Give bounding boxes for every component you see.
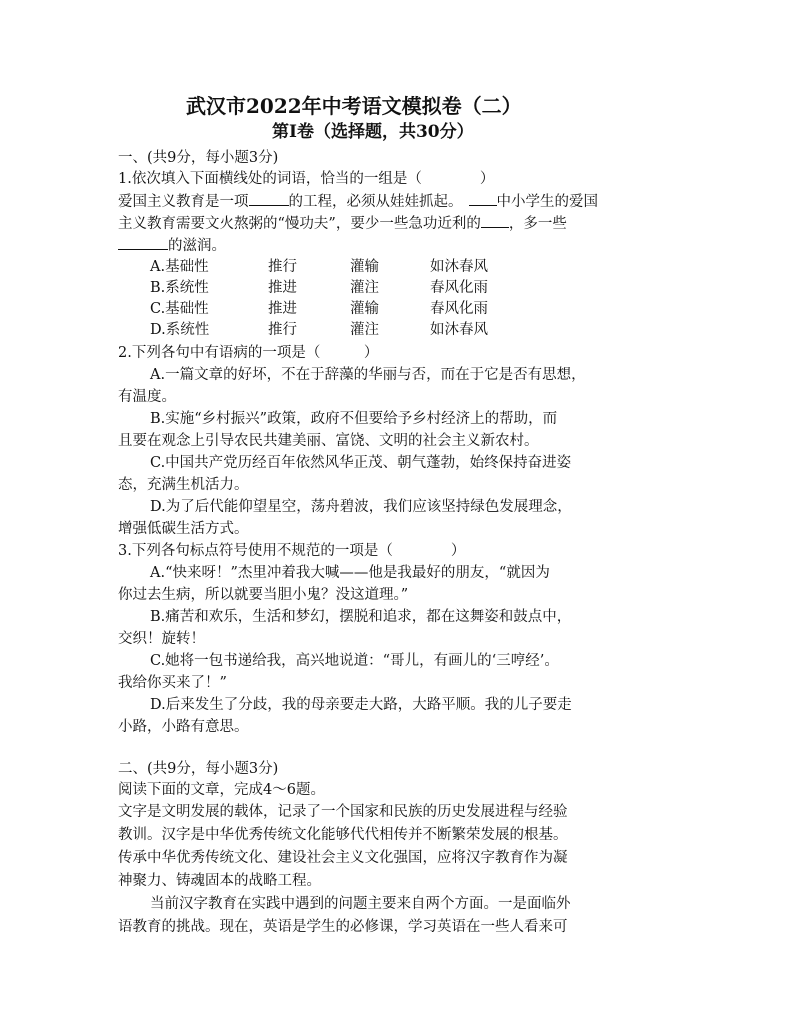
q1-passage-text: 的滋润。	[168, 238, 226, 254]
q3-option-a-line2: 你过去生病，所以就要当胆小鬼？没这道理。”	[118, 587, 409, 603]
answer-blank	[249, 192, 289, 206]
q1-option-a	[150, 258, 488, 276]
q1-option-b	[150, 279, 488, 297]
q1-passage-text: ，多一些	[508, 216, 567, 232]
q2-option-d-line2: 增强低碳生活方式。	[118, 521, 249, 537]
q1-stem: 1.依次填入下面横线处的词语，恰当的一组是（ ）	[118, 171, 495, 187]
option-cell: C.基础性	[150, 301, 209, 317]
q2-option-d-line1: D.为了后代能仰望星空，荡舟碧波，我们应该坚持绿色发展理念，	[150, 499, 572, 515]
q1-passage-line3	[118, 236, 226, 255]
option-cell: 如沐春风	[430, 322, 488, 338]
q3-option-b-line2: 交织！旋转！	[118, 631, 205, 647]
q3-option-a-line1: A.“快来呀！”杰里冲着我大喊——他是我最好的朋友，“就因为	[150, 565, 550, 581]
q3-option-d-line2: 小路，小路有意思。	[118, 719, 249, 735]
option-cell: 灌注	[350, 322, 379, 338]
q2-stem: 2.下列各句中有语病的一项是（ ）	[118, 345, 379, 361]
option-cell: 推行	[268, 322, 297, 338]
option-cell: 春风化雨	[430, 280, 488, 296]
q2-option-c-line1: C.中国共产党历经百年依然风华正茂、朝气蓬勃，始终保持奋进姿	[150, 455, 572, 471]
option-cell: 推行	[268, 259, 297, 275]
option-cell: 如沐春风	[430, 259, 488, 275]
q1-option-d	[150, 321, 488, 339]
passage-line: 传承中华优秀传统文化、建设社会主义文化强国，应将汉字教育作为凝	[118, 850, 568, 866]
answer-blank	[118, 236, 168, 250]
option-cell: 灌注	[350, 280, 379, 296]
q2-option-a-line2: 有温度。	[118, 389, 176, 405]
section2-instruction: 阅读下面的文章，完成4～6题。	[118, 782, 325, 798]
passage-line: 文字是文明发展的载体，记录了一个国家和民族的历史发展进程与经验	[118, 804, 568, 820]
q1-passage-line2	[118, 214, 567, 233]
q3-option-c-line1: C.她将一包书递给我，高兴地说道：“哥儿，有画儿的‘三哼经’。	[150, 653, 559, 669]
q3-option-d-line1: D.后来发生了分歧，我的母亲要走大路，大路平顺。我的儿子要走	[150, 697, 572, 713]
q2-option-b-line2: 且要在观念上引导农民共建美丽、富饶、文明的社会主义新农村。	[118, 433, 539, 449]
q3-stem: 3.下列各句标点符号使用不规范的一项是（ ）	[118, 543, 466, 559]
q2-option-c-line2: 态，充满生机活力。	[118, 477, 249, 493]
section1-heading: 一、(共9分，每小题3分)	[118, 150, 279, 166]
q1-passage-text: 爱国主义教育是一项	[118, 194, 249, 210]
section2-heading: 二、(共9分，每小题3分)	[118, 761, 279, 777]
option-cell: 灌输	[350, 301, 379, 317]
option-cell: 春风化雨	[430, 301, 488, 317]
q2-option-b-line1: B.实施“乡村振兴”政策，政府不但要给予乡村经济上的帮助，而	[150, 411, 558, 427]
passage-line: 教训。汉字是中华优秀传统文化能够代代相传并不断繁荣发展的根基。	[118, 827, 568, 843]
option-cell: D.系统性	[150, 322, 210, 338]
q1-passage-line1	[118, 192, 598, 211]
q1-passage-text: 中小学生的爱国	[496, 194, 598, 210]
q3-option-c-line2: 我给你买来了！”	[118, 675, 227, 691]
answer-blank	[469, 192, 497, 206]
answer-blank	[481, 214, 509, 228]
passage-line: 当前汉字教育在实践中遇到的问题主要来自两个方面。一是面临外	[150, 896, 571, 912]
q2-option-a-line1: A.一篇文章的好坏，不在于辞藻的华丽与否，而在于它是否有思想，	[150, 367, 586, 383]
passage-line: 神聚力、铸魂固本的战略工程。	[118, 873, 321, 889]
q1-passage-text: 的工程，必须从娃娃抓起。	[288, 194, 463, 210]
q1-passage-text: 主义教育需要文火熬粥的“慢功夫”，要少一些急功近利的	[118, 216, 481, 232]
q1-option-c	[150, 300, 488, 318]
option-cell: 灌输	[350, 259, 379, 275]
page-subtitle: 第Ⅰ卷（选择题，共30分）	[272, 122, 474, 142]
option-cell: 推进	[268, 301, 297, 317]
q3-option-b-line1: B.痛苦和欢乐，生活和梦幻，摆脱和追求，都在这舞姿和鼓点中，	[150, 609, 572, 625]
option-cell: 推进	[268, 280, 297, 296]
page-title: 武汉市2022年中考语文模拟卷（二）	[186, 94, 522, 118]
passage-line: 语教育的挑战。现在，英语是学生的必修课，学习英语在一些人看来可	[118, 919, 568, 935]
option-cell: B.系统性	[150, 280, 209, 296]
option-cell: A.基础性	[150, 259, 209, 275]
